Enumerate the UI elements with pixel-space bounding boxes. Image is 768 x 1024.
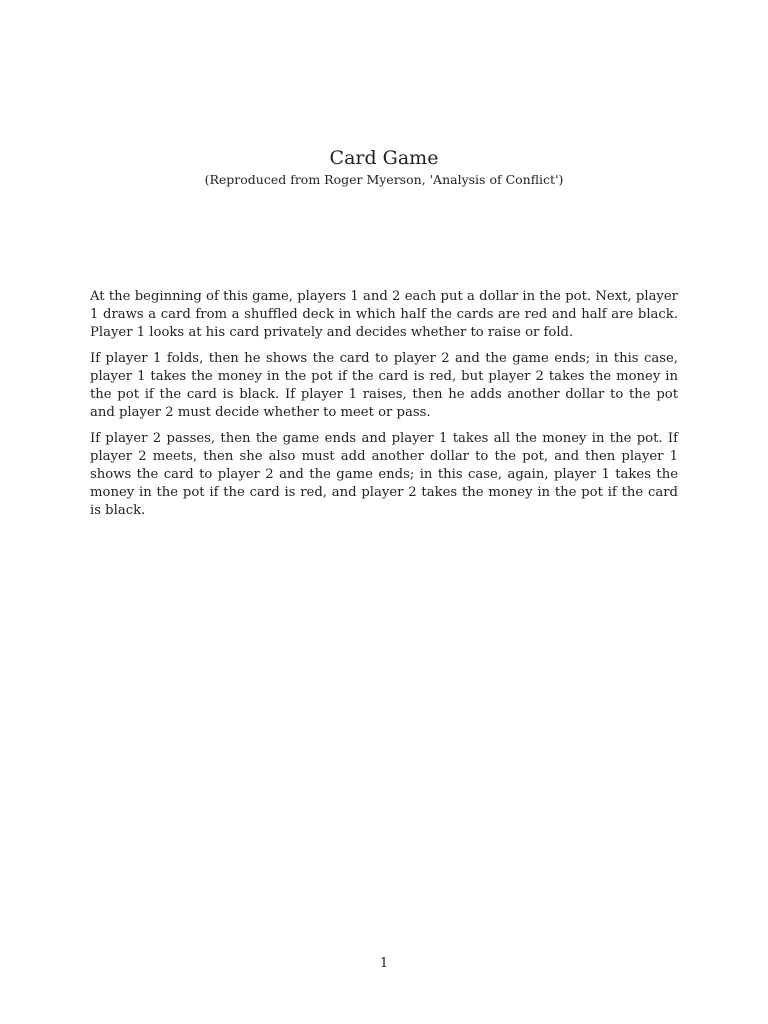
- paragraph-3: If player 2 passes, then the game ends and player 1 takes all the money in the pot. If player 2 meets, then she also must add another dollar to the pot, and then player 1 shows the card to player 2 and the game ends; in this case, again, player 1 takes the money in the pot if the card is red, and player 2 takes the money in the pot if the card is black.: [90, 431, 678, 518]
- document-subtitle: (Reproduced from Roger Myerson, 'Analysis of Conflict'): [204, 172, 564, 187]
- document-body: [90, 288, 678, 528]
- page-number: 1: [379, 956, 389, 971]
- paragraph-1: At the beginning of this game, players 1 and 2 each put a dollar in the pot. Next, player 1 draws a card from a shuffled deck in which half the cards are red and half are black. Player 1 looks at his card privately and decides whether to raise or fold.: [90, 289, 678, 340]
- paragraph-2: If player 1 folds, then he shows the card to player 2 and the game ends; in this case, player 1 takes the money in the pot if the card is red, but player 2 takes the money in the pot if the card is black. If player 1 raises, then he adds another dollar to the pot and player 2 must decide whether to meet or pass.: [90, 351, 678, 420]
- document-title: Card Game: [329, 147, 439, 169]
